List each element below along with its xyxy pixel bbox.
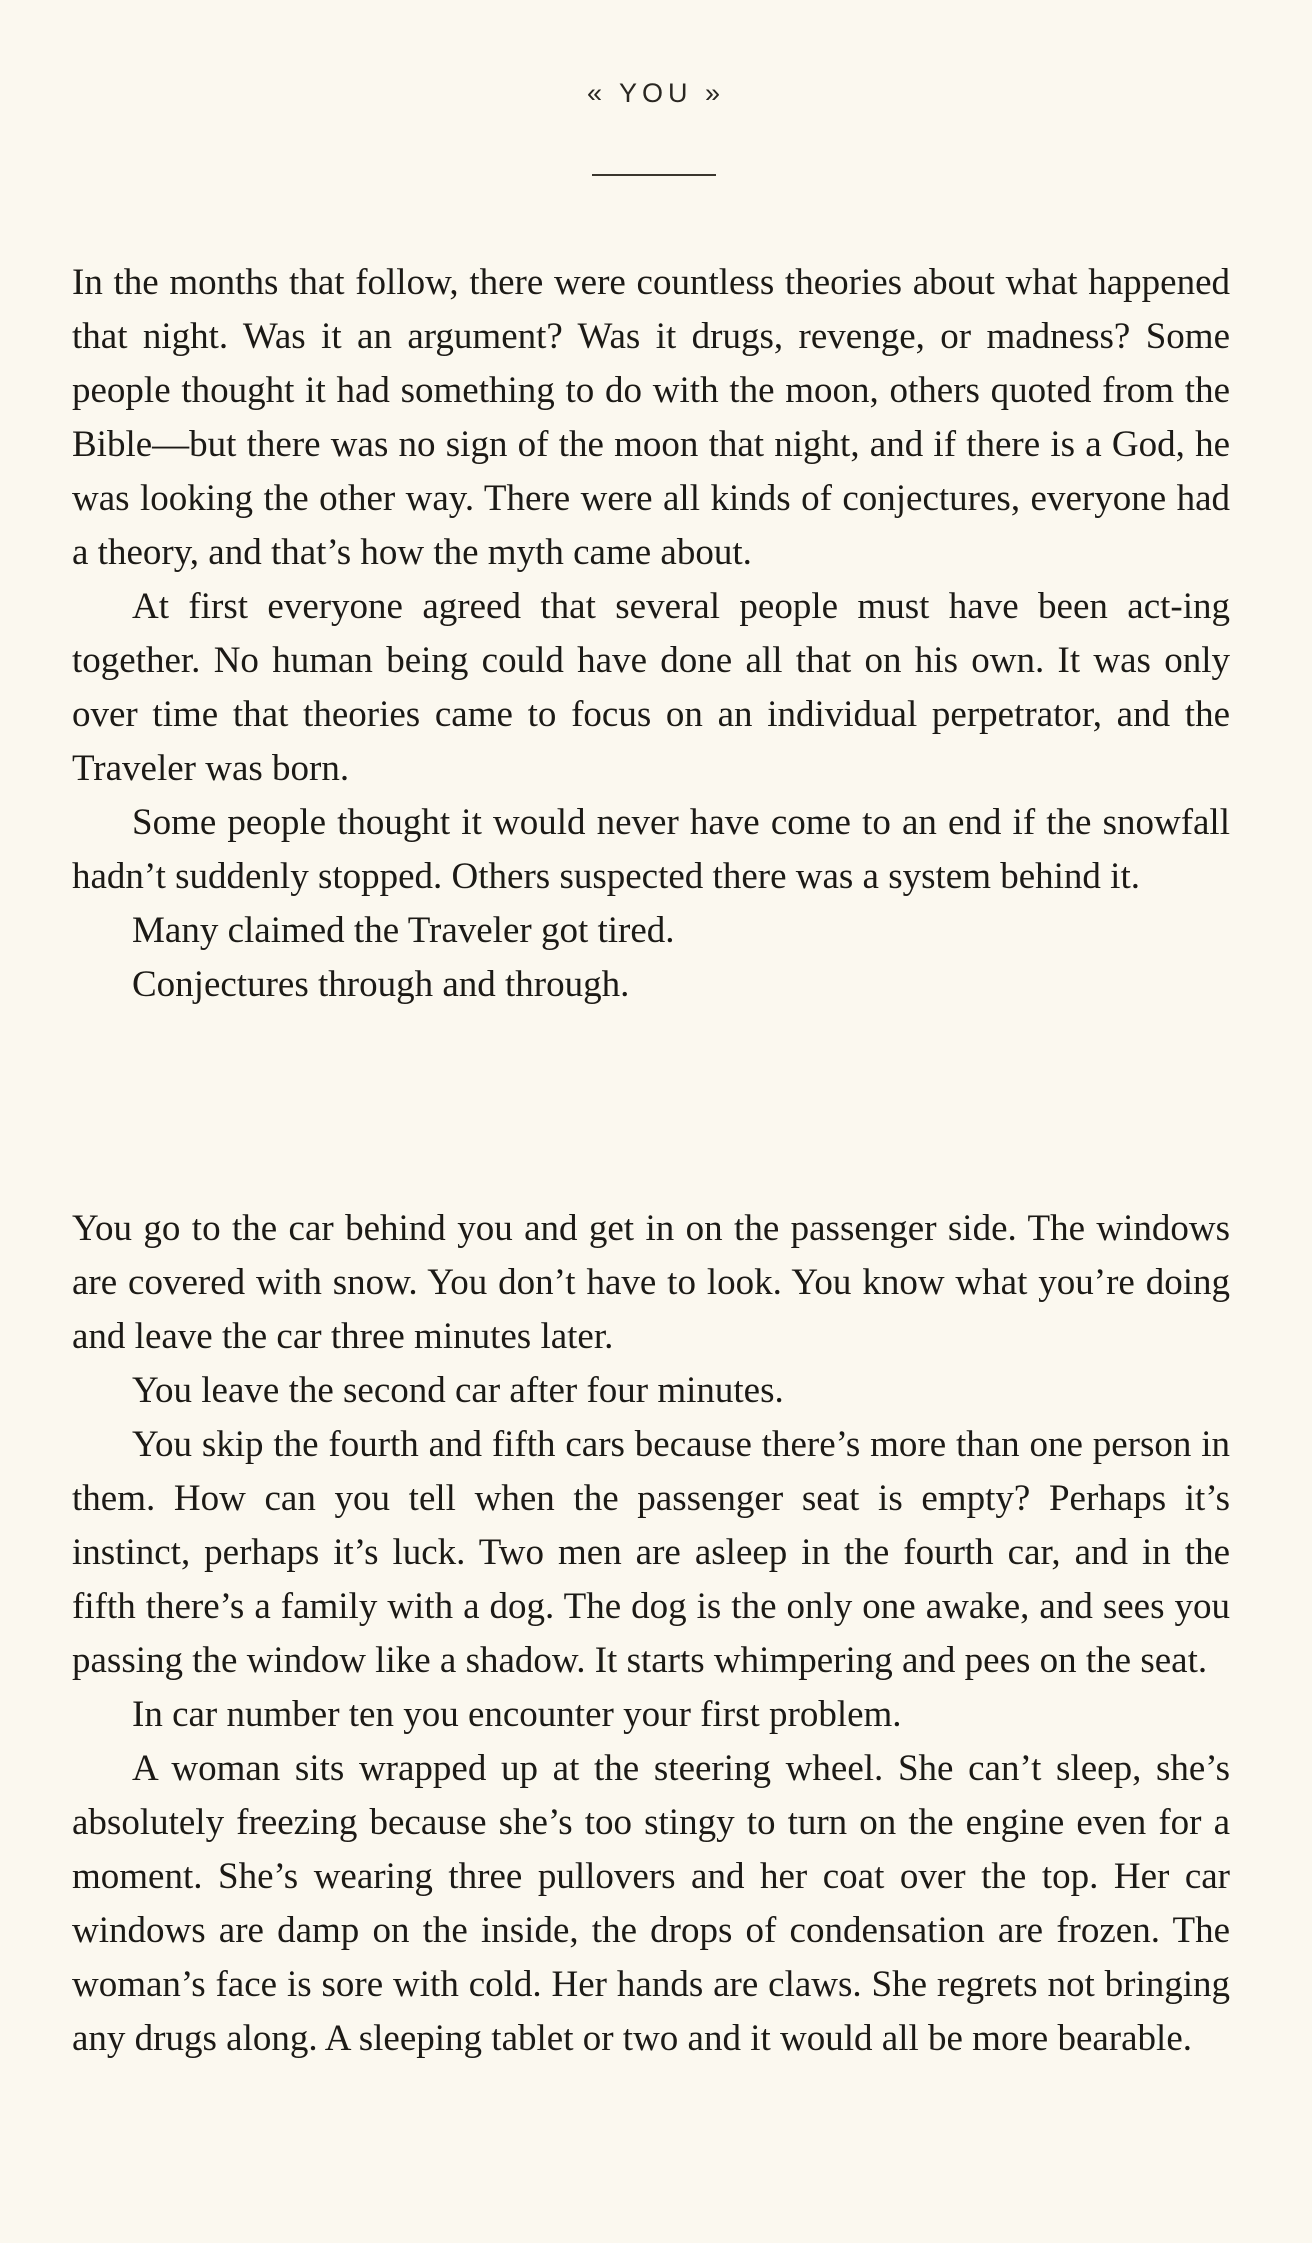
section-1 bbox=[72, 256, 1230, 1012]
paragraph: You go to the car behind you and get in on the passenger side. The windows are covered with snow. You don’t have to look. You know what you’re doing and leave the car three minutes later. bbox=[72, 1208, 1230, 1357]
paragraph: You skip the fourth and fifth cars because there’s more than one person in them. How can you tell when the passenger seat is empty? Perhaps it’s instinct, perhaps it’s luck. Two men are asleep in the fourth car, and in the fifth there’s a family with a dog. The dog is the only one awake, and sees you passing the window like a shadow. It starts whimpering and pees on the seat. bbox=[72, 1424, 1230, 1681]
running-head: « YOU » bbox=[586, 78, 726, 108]
paragraph: Conjectures through and through. bbox=[132, 964, 630, 1005]
paragraph: You leave the second car after four minutes. bbox=[132, 1370, 784, 1411]
paragraph: Some people thought it would never have come to an end if the snowfall hadn’t suddenly stopped. Others suspected there was a system behind it. bbox=[72, 802, 1230, 897]
paragraph: In car number ten you encounter your first problem. bbox=[132, 1694, 902, 1735]
paragraph: A woman sits wrapped up at the steering wheel. She can’t sleep, she’s absolutely freezing because she’s too stingy to turn on the engine even for a moment. She’s wearing three pullovers and her coat over the top. Her car windows are damp on the inside, the drops of condensation are frozen. The woman’s face is sore with cold. Her hands are claws. She regrets not bringing any drugs along. A sleeping tablet or two and it would all be more bearable. bbox=[72, 1748, 1230, 2059]
header-rule bbox=[592, 174, 716, 176]
paragraph: Many claimed the Traveler got tired. bbox=[132, 910, 675, 951]
section-2 bbox=[72, 1202, 1230, 2066]
paragraph: At first everyone agreed that several people must have been act-ing together. No human being could have done all that on his own. It was only over time that theories came to focus on an individual perpetrator, and the Traveler was born. bbox=[72, 586, 1230, 789]
paragraph: In the months that follow, there were countless theories about what happened that night. Was it an argument? Was it drugs, revenge, or madness? Some people thought it had something to do with the moon, others quoted from the Bible—but there was no sign of the moon that night, and if there is a God, he was looking the other way. There were all kinds of conjectures, everyone had a theory, and that’s how the myth came about. bbox=[72, 262, 1230, 573]
